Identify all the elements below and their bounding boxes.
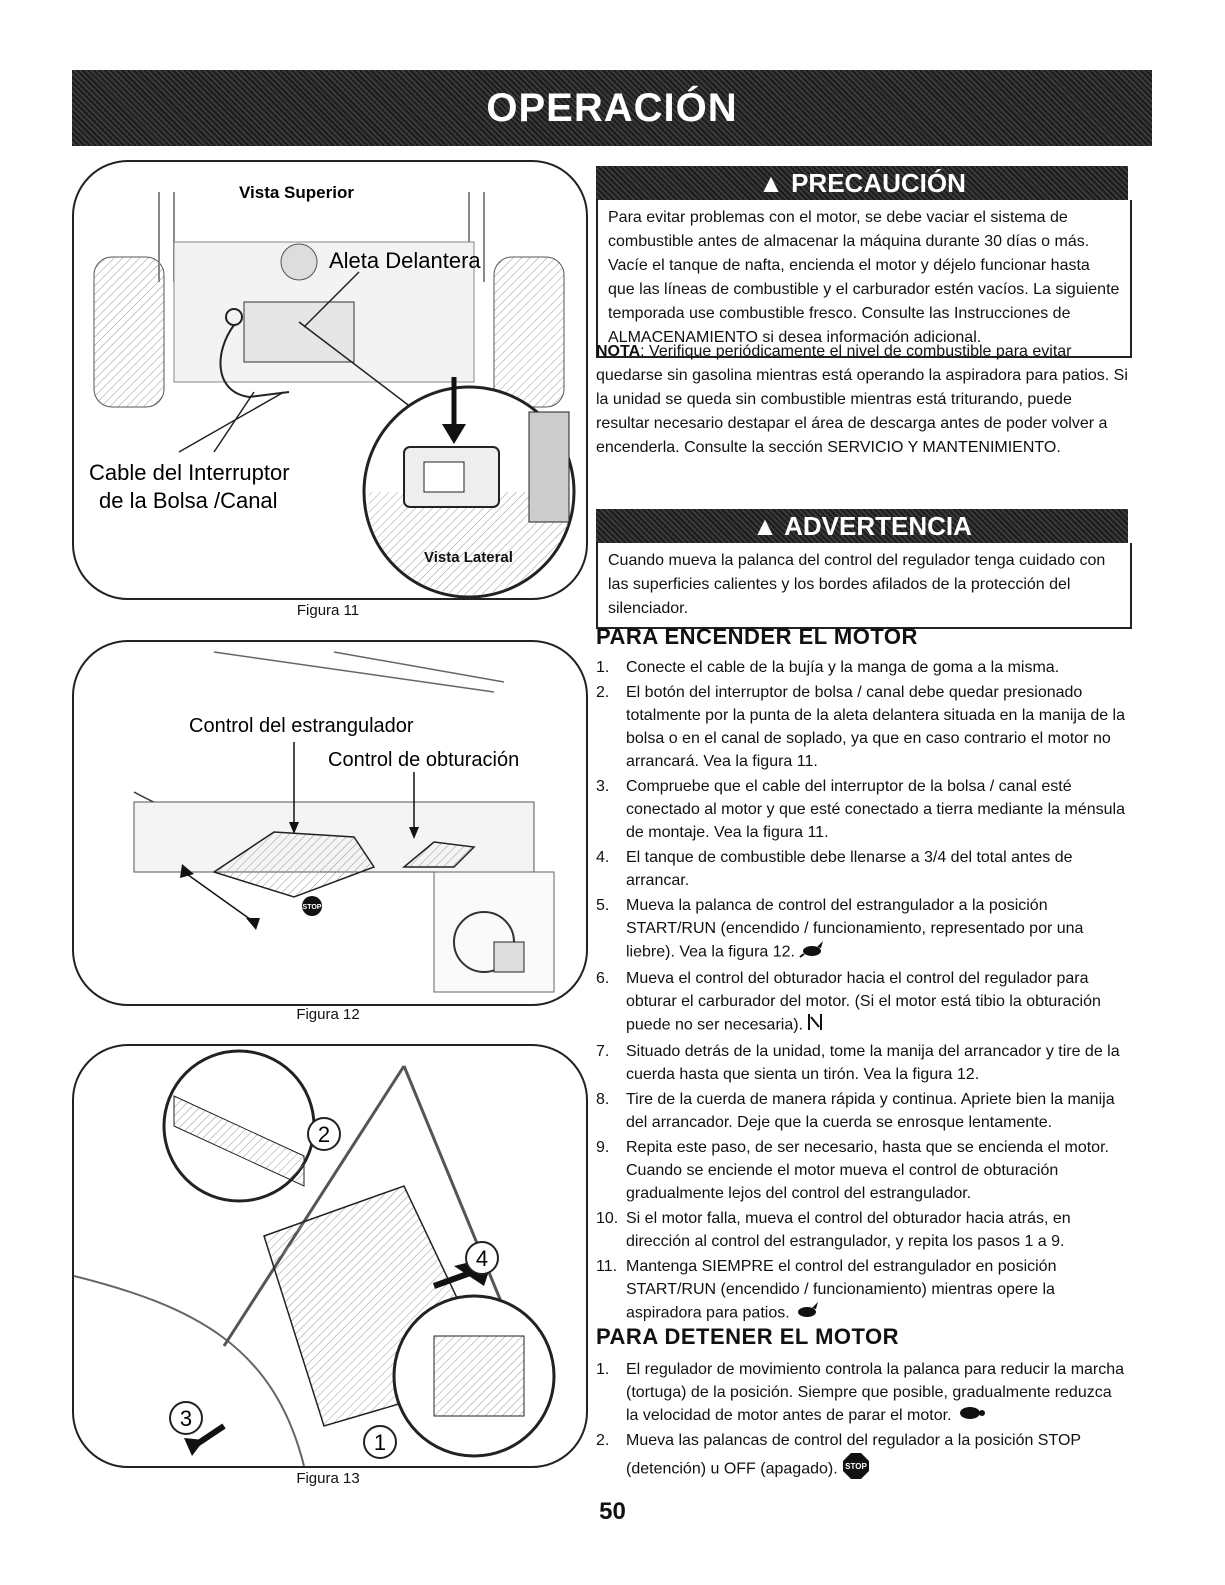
label-cable-2: de la Bolsa /Canal: [99, 488, 278, 513]
list-item: 10. Si el motor falla, mueva el control del obturador hacia atrás, en dirección al control del estrangulador, y repita los pasos 1 a 9.: [596, 1210, 1071, 1250]
stop-icon: [842, 1452, 870, 1487]
warning-triangle-icon: ▲: [752, 511, 785, 541]
list-item: 8. Tire de la cuerda de manera rápida y continua. Apriete bien la manija del arrancador. Deje que la cuerda se enrosque lentamente.: [596, 1091, 1115, 1131]
note-text: : Verifique periódicamente el nivel de combustible para evitar quedarse sin gasolina mientras está operando la aspiradora para patios. Si la unidad se queda sin combustible mientras está triturando, puede resultar necesario destapar el área de descarga antes de poder volver a encenderla. Consulte la sección SERVICIO Y MANTENIMIENTO.: [596, 343, 1128, 456]
list-item: 6. Mueva el control del obturador hacia el control del regulador para obturar el carburador del motor. (Si el motor está tibio la obturación puede no ser necesaria).: [596, 967, 1126, 1038]
label-cable-1: Cable del Interruptor: [89, 460, 290, 485]
choke-icon: [807, 1013, 823, 1038]
tortoise-icon: [956, 1404, 986, 1427]
start-engine-steps: [596, 656, 1126, 1328]
figure-13-caption: Figura 13: [296, 1470, 360, 1487]
svg-text:4: 4: [475, 1246, 489, 1271]
figure-12-illustration: [74, 642, 586, 1004]
svg-text:STOP: STOP: [845, 1462, 867, 1472]
figure-11-caption: Figura 11: [296, 602, 360, 619]
figure-13: [72, 1044, 588, 1468]
label-throttle-control: Control de obturación: [328, 749, 520, 771]
callout-4: [466, 1242, 498, 1274]
callout-3: [170, 1402, 202, 1434]
svg-text:1: 1: [373, 1430, 387, 1455]
hare-icon: [799, 940, 825, 965]
label-aleta-delantera: Aleta Delantera: [329, 248, 481, 273]
callout-2: [308, 1118, 340, 1150]
page-number: 50: [599, 1498, 626, 1525]
list-item: 9. Repita este paso, de ser necesario, hasta que se encienda el motor. Cuando se enciende el motor mueva el control de obturación gradualmente lejos del control del estrangulador.: [596, 1139, 1109, 1202]
warning-header: [596, 509, 1128, 543]
caution-box: [596, 200, 1132, 358]
figure-13-illustration: [74, 1046, 586, 1466]
list-item: 3. Compruebe que el cable del interruptor de la bolsa / canal esté conectado al motor y que esté conectado a tierra mediante la ménsula de montaje. Vea la figura 11.: [596, 778, 1125, 841]
figure-12: [72, 640, 588, 1006]
warning-triangle-icon: ▲: [758, 168, 792, 198]
list-item: 4. El tanque de combustible debe llenarse a 3/4 del total antes de arrancar.: [596, 849, 1073, 889]
list-item: 1. Conecte el cable de la bujía y la manga de goma a la misma.: [596, 659, 1060, 676]
note-paragraph: [596, 340, 1128, 460]
warning-title: ADVERTENCIA: [784, 511, 972, 541]
label-vista-lateral: Vista Lateral: [424, 549, 513, 566]
figure-12-caption: Figura 12: [296, 1006, 360, 1023]
list-item: 11. Mantenga SIEMPRE el control del estrangulador en posición START/RUN (encendido / funcionamiento) mientras opere la aspiradora para patios.: [596, 1255, 1126, 1326]
list-item: 7. Situado detrás de la unidad, tome la manija del arrancador y tire de la cuerda hasta que sienta un tirón. Vea la figura 12.: [596, 1043, 1120, 1083]
stop-engine-steps: [596, 1358, 1126, 1489]
warning-text: Cuando mueva la palanca del control del regulador tenga cuidado con las superficies calientes y los bordes afilados de la protección del silenciador.: [608, 552, 1106, 617]
figure-11-illustration: [74, 162, 586, 598]
caution-text: Para evitar problemas con el motor, se debe vaciar el sistema de combustible antes de almacenar la máquina durante 30 días o más. Vacíe el tanque de nafta, encienda el motor y déjelo funcionar hasta que las líneas de combustible y el carburador estén vacíos. La siguiente temporada use combustible fresco. Consulte las Instrucciones de ALMACENAMIENTO si desea información adicional.: [608, 209, 1120, 346]
list-item: 1. El regulador de movimiento controla la palanca para reducir la marcha (tortuga) de la posición. Siempre que posible, gradualmente reduzca la velocidad de motor antes de parar el motor.: [596, 1358, 1126, 1427]
note-label: NOTA: [596, 343, 641, 360]
section-header: [72, 70, 1152, 146]
warning-box: [596, 543, 1132, 629]
callout-1: [364, 1426, 396, 1458]
stop-engine-title: PARA DETENER EL MOTOR: [596, 1324, 900, 1349]
start-engine-title: PARA ENCENDER EL MOTOR: [596, 624, 918, 649]
label-choke-control: Control del estrangulador: [189, 715, 414, 737]
hare-icon: [794, 1301, 820, 1326]
list-item: 2. El botón del interruptor de bolsa / canal debe quedar presionado totalmente por la punta de la aleta delantera situada en la manija de la bolsa o en el canal de soplado, ya que en caso contrario el motor no arrancará. Vea la figura 11.: [596, 684, 1126, 770]
section-title: OPERACIÓN: [486, 86, 738, 130]
svg-text:2: 2: [317, 1122, 331, 1147]
figure-11: [72, 160, 588, 600]
list-item: 5. Mueva la palanca de control del estrangulador a la posición START/RUN (encendido / funcionamiento, representado por una liebre). Vea la figura 12.: [596, 894, 1126, 965]
caution-header: [596, 166, 1128, 200]
label-vista-superior: Vista Superior: [239, 183, 354, 202]
list-item: 2. Mueva las palancas de control del regulador a la posición STOP (detención) u OFF (apagado). STOP: [596, 1429, 1126, 1487]
caution-title: PRECAUCIÓN: [791, 168, 966, 198]
svg-text:3: 3: [179, 1406, 193, 1431]
stop-icon-label: STOP: [302, 904, 322, 911]
